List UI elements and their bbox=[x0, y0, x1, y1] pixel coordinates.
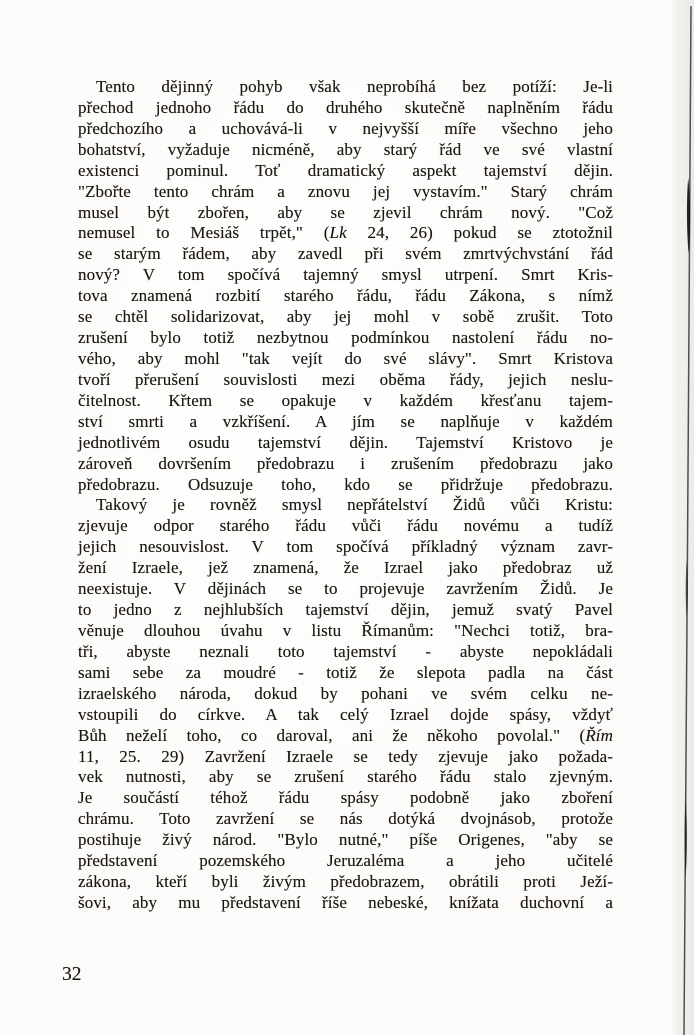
text-line: Tento dějinný pohyb však neprobíhá bez potíží: Je-li bbox=[96, 77, 613, 96]
text-line: Takový je rovněž smysl nepřátelství Židů vůči Kristu: bbox=[96, 495, 613, 515]
text-line: věnuje dlouhou úvahu v listu Římanům: "Nechci totiž, bra- bbox=[78, 620, 613, 640]
text-line: bohatství, vyžaduje nicméně, aby starý řád ve své vlastní bbox=[78, 139, 613, 159]
text-line: postihuje živý národ. "Bylo nutné," píše Origenes, "aby se bbox=[78, 830, 613, 850]
text-line: tova znamená rozbití starého řádu, řádu Zákona, s nímž bbox=[78, 286, 613, 306]
text-line: ství smrti a vzkříšení. A jím se naplňuje v každém bbox=[78, 411, 613, 431]
text-line: předchozího a uchovává-li v nejvyšší míře všechno jeho bbox=[78, 118, 613, 138]
text-line: žení Izraele, jež znamená, že Izrael jako předobraz už bbox=[78, 558, 613, 578]
text-line: to jedno z nejhlubších tajemství dějin, jemuž svatý Pavel bbox=[78, 600, 613, 620]
text-line: Bůh neželí toho, co daroval, ani že někoho povolal." (Řím bbox=[78, 725, 613, 745]
text-line: přechod jednoho řádu do druhého skutečně naplněním řádu bbox=[78, 97, 613, 117]
text-line: jejich nesouvislost. V tom spočívá příkladný význam zavr- bbox=[78, 537, 613, 557]
text-line: nemusel to Mesiáš trpět," (Lk 24, 26) pokud se ztotožnil bbox=[78, 223, 613, 243]
text-line: tvoří přerušení souvislosti mezi oběma řády, jejich neslu- bbox=[78, 369, 613, 389]
text-line: tři, abyste neznali toto tajemství - abyste nepokládali bbox=[78, 641, 613, 661]
text-line: neexistuje. V dějinách se to projevuje zavržením Židů. Je bbox=[78, 579, 613, 599]
text-line: izraelského národa, dokud by pohani ve svém celku ne- bbox=[78, 683, 613, 703]
text-line: musel být zbořen, aby se zjevil chrám nový. "Což bbox=[78, 202, 613, 222]
text-line: jednotlivém osudu tajemství dějin. Tajemství Kristovo je bbox=[78, 432, 613, 452]
text-line: vého, aby mohl "tak vejít do své slávy". Smrt Kristova bbox=[78, 348, 613, 368]
text-line: Je součástí téhož řádu spásy podobně jako zboření bbox=[78, 788, 613, 808]
text-line: vek nutnosti, aby se zrušení starého řádu stalo zjevným. bbox=[78, 767, 613, 787]
text-line: zjevuje odpor starého řádu vůči řádu novému a tudíž bbox=[78, 516, 613, 536]
text-line: 11, 25. 29) Zavržení Izraele se tedy zjevuje jako požada- bbox=[78, 746, 613, 766]
text-line: se chtěl solidarizovat, aby jej mohl v sobě zrušit. Toto bbox=[78, 307, 613, 327]
text-line: zákona, kteří byli živým předobrazem, obrátili proti Ježí- bbox=[78, 872, 613, 892]
text-line: "Zbořte tento chrám a znovu jej vystavím." Starý chrám bbox=[78, 181, 613, 201]
text-line: šovi, aby mu představení říše nebeské, knížata duchovní a bbox=[78, 892, 613, 912]
page-number: 32 bbox=[62, 964, 82, 985]
text-line: se starým řádem, aby zavedl při svém zmrtvýchvstání řád bbox=[78, 244, 613, 264]
text-line: zrušení bylo totiž nezbytnou podmínkou nastolení řádu no- bbox=[78, 328, 613, 348]
text-line: chrámu. Toto zavržení se nás dotýká dvojnásob, protože bbox=[78, 809, 613, 829]
text-line: existenci pominul. Toť dramatický aspekt tajemství dějin. bbox=[78, 160, 613, 180]
text-line: nový? V tom spočívá tajemný smysl utrpení. Smrt Kris- bbox=[78, 265, 613, 285]
text-line: zároveň dovršením předobrazu i zrušením předobrazu jako bbox=[78, 453, 613, 473]
text-block bbox=[78, 77, 613, 914]
text-line: sami sebe za moudré - totiž že slepota padla na část bbox=[78, 662, 613, 682]
text-line: představení pozemského Jeruzaléma a jeho učitelé bbox=[78, 851, 613, 871]
text-line: čitelnost. Křtem se opakuje v každém křesťanu tajem- bbox=[78, 390, 613, 410]
text-line: vstoupili do církve. A tak celý Izrael dojde spásy, vždyť bbox=[78, 704, 613, 724]
text-line: předobrazu. Odsuzuje toho, kdo se přidržuje předobrazu. bbox=[78, 474, 613, 494]
